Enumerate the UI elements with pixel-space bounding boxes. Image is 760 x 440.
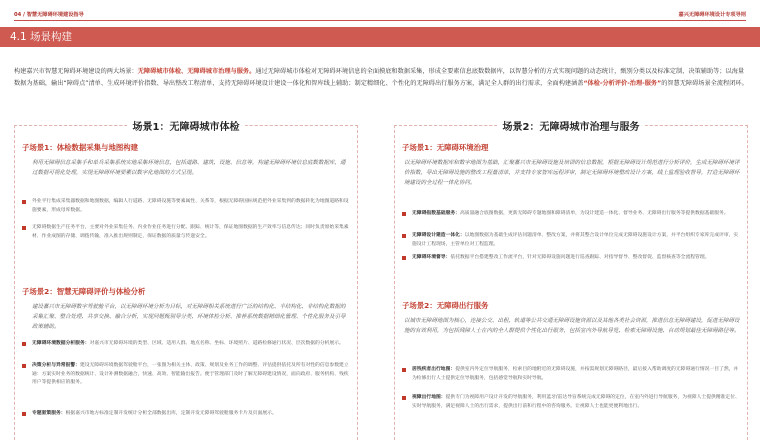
scene-1-sub-2-desc: 建设嘉兴市无障碍数字驾驶舱平台，以无障碍环境分析为目标，对无障碍相关系统进行广泛的结构化、半结构化、非结构化数据的采集汇聚、整合处理、共享交换、融合分析，实现问题甄别导分类、环境体检分析、推荐系统数据精细化管理、个性化服务及引导政策辅助。 — [32, 304, 346, 330]
list-item: 决策分析与异常报警：建设无障碍环境数据驾驶舱平台，一张图为相关主体、政策、规划及业务工作的调整、评估提供依托及所有对性的信息参数建立通：方案实时业务的数据统计、设计补测数据融合，快速、高效、智能输出报告。便于管理部门及时了解无障碍建设情况，面向政府、服务机构、残疾用户等提供相应的服务。 — [22, 362, 350, 388]
bullet-square-icon — [22, 342, 26, 346]
intro-paragraph — [14, 66, 749, 91]
scene-2-sub-2-desc: 以城市无障碍地图为核心，连接公交、出租、轨道等公共交通无障碍设施资源以及其他各类社会资源，推进信息无障碍建设，促进无障碍设施的有效利用，为包括残障人士在内的全人群提供个性化出行服务，包括室内外导航导览、检索无障碍设施、自动规划最佳无障碍路径等。 — [404, 318, 740, 334]
bullet-square-icon — [22, 226, 26, 230]
scene-1-column — [14, 118, 358, 440]
scene-1-title-text: 场景1：无障碍城市体检 — [127, 118, 246, 133]
scene-2-sub-2-heading: 子场景2：无障碍出行服务 — [402, 301, 489, 310]
header-left: 04 / 智慧无障碍环境建设指导 — [14, 11, 84, 18]
bullet-square-icon — [22, 364, 26, 368]
intro-text-1: 构建嘉兴市智慧无障碍环境建设的两大场景： — [14, 68, 138, 75]
section-banner — [0, 27, 760, 47]
intro-text-2: 通过无障碍城市体检对无障碍环境信息的全面摸底和数据采集，形成全要素信息底数数据库，以智慧分析的方式实现问题的动态统计，甄别分类以及标准定制、决策辅助等；以海量数据为基础，输出“障碍点”清单、生成环境评价指数、导出整改工程清单，支持无障碍环境设计建设一体化和智库线上辅助；制定精细化、个性化的无障碍出行服务方案，满足全人群的出行需求，全面构建涵盖 — [14, 68, 745, 88]
list-item: 视障出行地图：提供专门为视障用户设计开发的导航服务，利用蓝牙/雷达导盲系统完成无障碍的定位，在室内外进行导航服务，为视障人士提供精准定位、实时导航服务，满足视障人士的出行需求，提供出行前和行程中的咨询服务。让视障人士也能更便利地出行。 — [402, 394, 740, 411]
list-item: 外业平行集成采集器数据和地图数据，编辑人行道路、无障碍设施等要素属性、关系等，根据无障碍国标规范把外业采集到的数据转化为地图道路和设施要素，形成母库数据。 — [22, 198, 350, 215]
bullet-square-icon — [22, 200, 26, 204]
scene-2-title-text: 场景2：无障碍城市治理与服务 — [497, 118, 646, 133]
bullet-square-icon — [22, 412, 26, 416]
scene-2-sub-1-heading: 子场景1：无障碍环境治理 — [402, 143, 489, 152]
scene-2-column — [394, 118, 748, 440]
intro-text-3: 的智慧无障碍场景全流程闭环。 — [661, 80, 748, 88]
bullet-square-icon — [402, 212, 406, 216]
scene-2-title — [394, 118, 748, 132]
list-item: 无障碍设计建造一体化：以地图数据为基础生成评估问题清单、整改方案，并将其整合设计单位完成无障碍设施设计方案，并平台组织专家库完成评审，实施设计工程现场，主管单位对工程监理。 — [402, 232, 740, 249]
bullet-square-icon — [402, 234, 406, 238]
list-item: 无障碍指数基础服务：高质量融合底图数据，更新无障碍专题地图和障碍清单，为设计建造一体化、督导业务、无障碍出行服务等提供数据基础服务。 — [402, 210, 740, 219]
list-item: 居残疾者出行地图：提供室内外定位导航服务，检索目的地附近的无障碍设施，并按需规划无障碍路径，最后接入帮助调度的无障碍通行情况一目了然，并为检修出行人士提供定位导航服务，包括感觉导航和实时导航。 — [402, 366, 740, 383]
scene-1-sub-2-heading: 子场景2：智慧无障碍评价与体检分析 — [22, 287, 146, 296]
intro-highlight-2: “体检-分析评价-治理-服务” — [583, 80, 662, 88]
scene-1-sub-1-desc: 利用无障碍信息采集手和单兵采集系统实地采集环境信息，包括道路、建筑、设施、信息等，构建无障碍环境信息底数数据库，通过数据可视化处理，实现无障碍环境要素以数字化地图的方式呈现。 — [32, 160, 346, 176]
scene-1-sub-1-heading: 子场景1：体检数据采集与地图构建 — [22, 143, 139, 152]
scene-2-sub-1-desc: 以无障碍环境数据库和数字地图为基础，汇聚嘉兴市无障碍设施及培训的信息数据，根据无障碍设计规范进行分析评价，生成无障碍环境评价指数，导出无障碍设施的整改工程量清单，并支持专家智库远程评审，制定无障碍环境整改设计方案，线上监理验收督导，打造无障碍环境建设的全过程一体化协同。 — [404, 160, 740, 186]
list-item: 无障碍数据生产任务平台，主要对外业采集任务、内业作业任务进行分配、跟踪、统计等，保证地图数据的生产效率与信息传达；同时负责原始采集素材、作业成图的存储、调拨传输，准入推出规则制定，保证数据的质量与传递安全。 — [22, 224, 350, 241]
list-item: 无障碍环境督导：依托数据平台搭建整改工作流平台，针对无障碍设施问题进行巡查跟踪、对指导督导、整改督促、监督核查等全流程管理。 — [402, 254, 740, 263]
list-item: 无障碍环境数据分析服务：对嘉兴市无障碍环境的类型、区域、适用人群、地点名称、坐标、环境照片、道路检修通行状况、层次数据的分析展示。 — [22, 340, 350, 349]
scene-1-title — [14, 118, 358, 132]
intro-highlight-1: 无障碍城市体检、无障碍城市治理与服务。 — [137, 68, 256, 75]
list-item: 专题驱策服务：根据嘉兴市地方标准定制开发统计分析全部数据出库，定制开发无障碍驾驶舱服务卡片及页面展示。 — [22, 410, 350, 419]
bullet-square-icon — [402, 396, 406, 400]
header-divider — [14, 20, 746, 21]
bullet-square-icon — [402, 368, 406, 372]
header-right: 嘉兴无障碍环境设计专项导则 — [678, 11, 746, 18]
section-title: 4.1 场景构建 — [10, 31, 73, 43]
bullet-square-icon — [402, 256, 406, 260]
page-header — [14, 9, 746, 19]
